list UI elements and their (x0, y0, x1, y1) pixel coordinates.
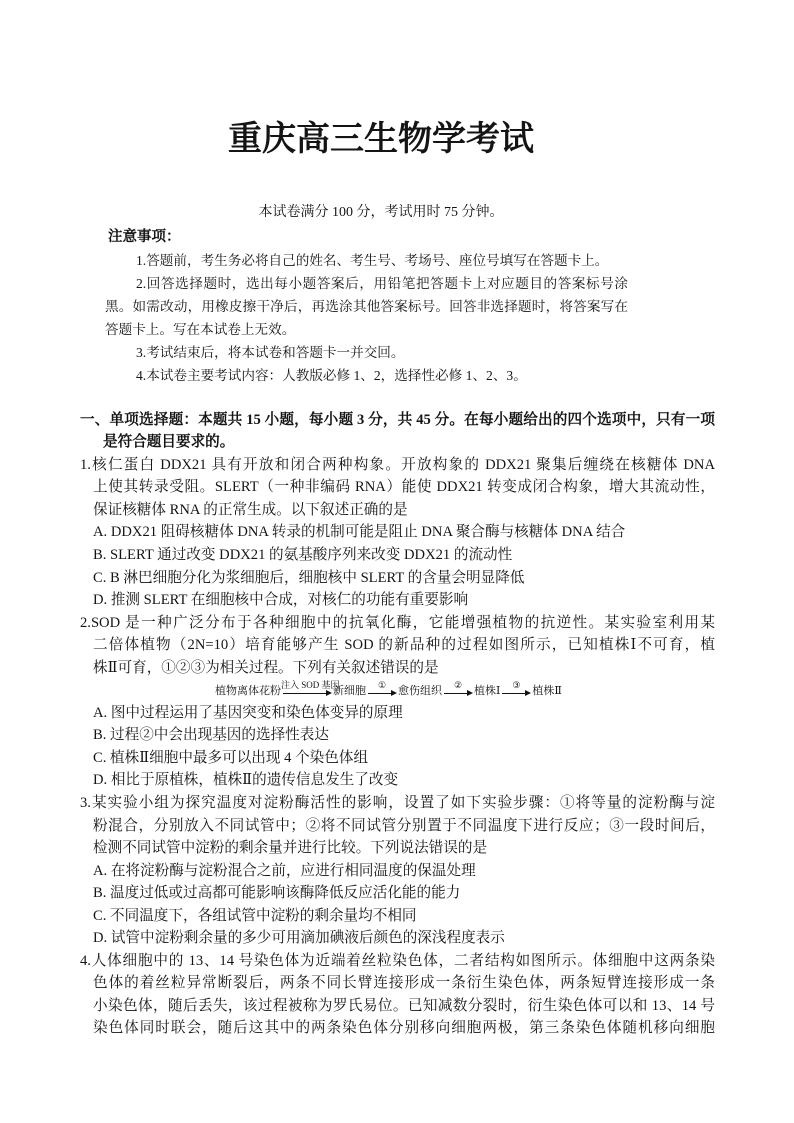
arrow-shaft (368, 693, 393, 694)
notice-item-1-line: 1.答题前，考生务必将自己的姓名、考生号、考场号、座位号填写在答题卡上。 (136, 252, 609, 268)
diagram-node: 新细胞 (333, 684, 366, 697)
arrow-label: ① (377, 679, 387, 690)
diagram-arrow (500, 681, 532, 701)
question-4-stem-line: 小染色体，随后丢失，该过程被称为罗氏易位。已知减数分裂时，衍生染色体可以和 13、14 号 (93, 997, 715, 1014)
arrow-head-icon (525, 690, 531, 696)
diagram-node: 植物离体花粉 (215, 684, 281, 697)
arrow-label: 注入 SOD 基因 (281, 679, 340, 690)
notice-block (105, 226, 628, 387)
question-3-option-c: C. 不同温度下，各组试管中淀粉的剩余量均不相同 (93, 907, 417, 924)
question-2-stem-line: 二倍体植物（2N=10）培育能够产生 SOD 的新品种的过程如图所示，已知植株Ⅰ不可育，植 (93, 637, 715, 654)
question-2-option-b: B. 过程②中会出现基因的选择性表达 (93, 727, 329, 744)
arrow-shaft (444, 693, 469, 694)
process-diagram (80, 679, 715, 702)
notice-item-2-line: 黑。如需改动，用橡皮擦干净后，再选涂其他答案标号。回答非选择题时，将答案写在 (105, 298, 628, 314)
question-3-option-d: D. 试管中淀粉剩余量的多少可用滴加碘液后颜色的深浅程度表示 (93, 930, 505, 947)
question-2-stem-line: 2.SOD 是一种广泛分布于各种细胞中的抗氧化酶，它能增强植物的抗逆性。某实验室利用某 (80, 614, 715, 631)
question-3-stem-line: 粉混合，分别放入不同试管中；②将不同试管分别置于不同温度下进行反应；③一段时间后， (93, 817, 715, 834)
question-1-stem-line: 保证核糖体 RNA 的正常生成。以下叙述正确的是 (93, 501, 408, 518)
section-heading-line: 是符合题目要求的。 (103, 434, 235, 451)
question-3-option-a: A. 在将淀粉酶与淀粉混合之前，应进行相同温度的保温处理 (93, 862, 476, 879)
question-1-option-a: A. DDX21 阻碍核糖体 DNA 转录的机制可能是阻止 DNA 聚合酶与核糖体 DNA 结合 (93, 524, 626, 541)
diagram-node: 愈伤组织 (398, 684, 442, 697)
arrow-shaft (502, 693, 527, 694)
arrow-head-icon (326, 690, 332, 696)
question-2-option-d: D. 相比于原植株，植株Ⅱ的遗传信息发生了改变 (93, 772, 399, 789)
question-1-option-b: B. SLERT 通过改变 DDX21 的氨基酸序列来改变 DDX21 的流动性 (93, 546, 513, 563)
question-4-stem-line: 4.人体细胞中的 13、14 号染色体为近端着丝粒染色体，二者结构如图所示。体细胞中这两条染 (80, 952, 715, 969)
notice-item-3-line: 3.考试结束后，将本试卷和答题卡一并交回。 (136, 344, 405, 360)
arrow-shaft (283, 693, 328, 694)
diagram-arrow (281, 679, 340, 701)
question-1-option-d: D. 推测 SLERT 在细胞核中合成，对核仁的功能有重要影响 (93, 592, 469, 609)
question-4-stem-line: 染色体同时联会，随后这其中的两条染色体分别移向细胞两极，第三条染色体随机移向细胞 (93, 1020, 715, 1037)
question-2-option-a: A. 图中过程运用了基因突变和染色体变异的原理 (93, 704, 403, 721)
arrow-head-icon (391, 690, 397, 696)
arrow-label: ③ (512, 679, 521, 690)
diagram-node: 植株Ⅱ (532, 684, 562, 697)
section-heading-line: 一、单项选择题：本题共 15 小题，每小题 3 分，共 45 分。在每小题给出的四个选项中，只有一项 (80, 411, 715, 428)
question-section (80, 409, 715, 1040)
notice-item-2-line: 2.回答选择题时，选出每小题答案后，用铅笔把答题卡上对应题目的答案标号涂 (136, 275, 628, 291)
question-1-stem-line: 1.核仁蛋白 DDX21 具有开放和闭合两种构象。开放构象的 DDX21 聚集后缠绕在核糖体 DNA (80, 456, 715, 473)
notice-item-2-line: 答题卡上。写在本试卷上无效。 (105, 321, 296, 337)
notice-item-4-line: 4.本试卷主要考试内容：人教版必修 1、2，选择性必修 1、2、3。 (136, 367, 527, 383)
question-2-stem-line: 株Ⅱ可育，①②③为相关过程。下列有关叙述错误的是 (93, 659, 439, 676)
question-3-stem-line: 3.某实验小组为探究温度对淀粉酶活性的影响，设置了如下实验步骤：①将等量的淀粉酶与淀 (80, 794, 715, 811)
question-2-option-c: C. 植株Ⅱ细胞中最多可以出现 4 个染色体组 (93, 749, 369, 766)
diagram-node: 植株Ⅰ (474, 684, 501, 697)
exam-title: 重庆高三生物学考试 (228, 121, 534, 158)
question-1-option-c: C. B 淋巴细胞分化为浆细胞后，细胞核中 SLERT 的含量会明显降低 (93, 569, 525, 586)
arrow-head-icon (467, 690, 473, 696)
arrow-label: ② (453, 679, 463, 690)
question-4-stem-line: 色体的着丝粒异常断裂后，两条不同长臂连接形成一条衍生染色体，两条短臂连接形成一条 (93, 975, 715, 992)
notice-heading: 注意事项： (108, 228, 181, 245)
question-1-stem-line: 上使其转录受阻。SLERT（一种非编码 RNA）能使 DDX21 转变成闭合构象，增大其流动性， (93, 479, 715, 496)
question-3-stem-line: 检测不同试管中淀粉的剩余量并进行比较。下列说法错误的是 (93, 840, 488, 857)
diagram-arrow (366, 681, 398, 701)
question-3-option-b: B. 温度过低或过高都可能影响该酶降低反应活化能的能力 (93, 885, 461, 902)
exam-subtitle: 本试卷满分 100 分，考试用时 75 分钟。 (258, 205, 504, 220)
diagram-arrow (442, 681, 474, 701)
